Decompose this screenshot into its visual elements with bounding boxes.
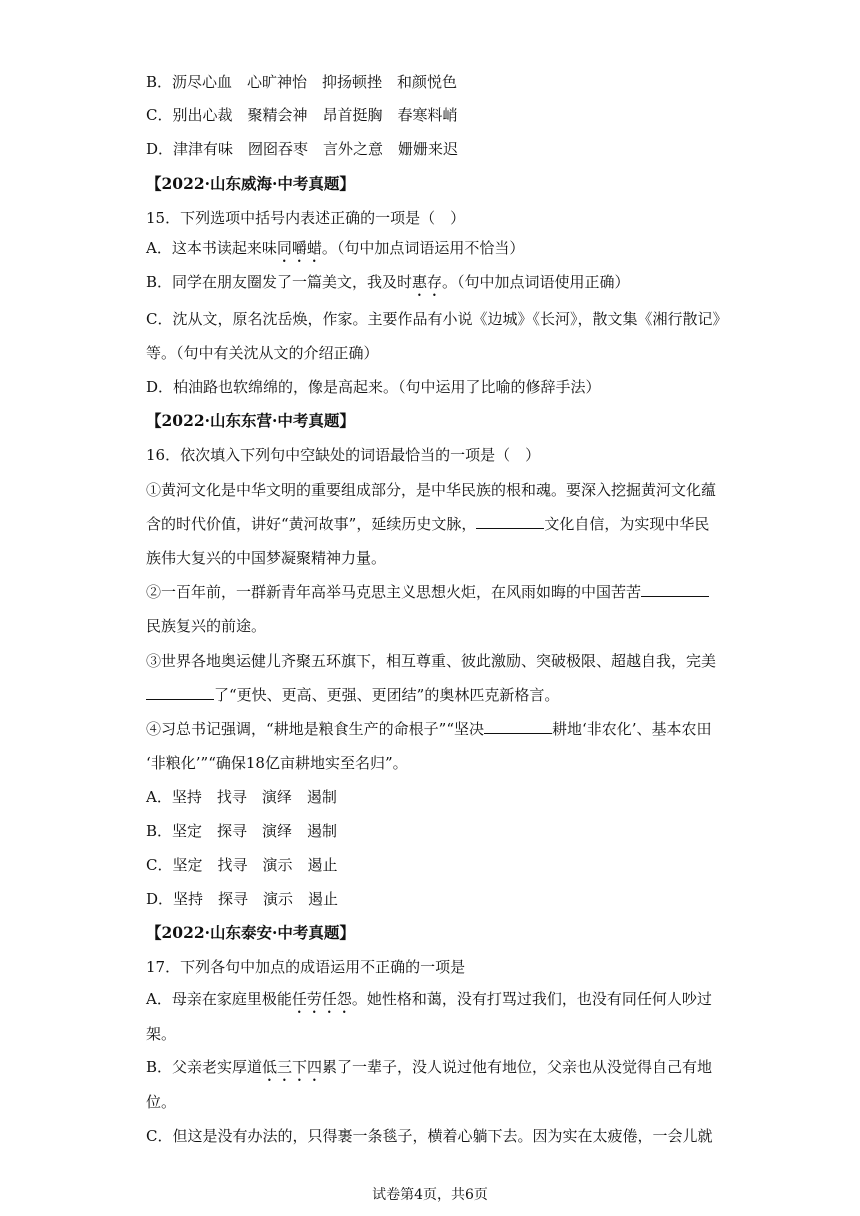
- q15-a-note: 。（句中加点词语运用不恰当）: [321, 239, 525, 257]
- q17-a-text: A．母亲在家庭里极能: [146, 990, 292, 1008]
- q15-b-text: B．同学在朋友圈发了一篇美文，我及时: [146, 273, 413, 291]
- blank-4: [484, 719, 552, 734]
- q16-passage-4-line1: [146, 719, 712, 739]
- q15-option-c-line1: C．沈从文，原名沈岳焕，作家。主要作品有小说《边城》《长河》，散文集《湘行散记》: [146, 310, 728, 328]
- q16-p1-text-after: 文化自信，为实现中华民: [544, 515, 710, 533]
- q17-option-a-line1: [146, 989, 712, 1017]
- q16-option-a: A．坚持 找寻 演绎 遏制: [146, 788, 337, 806]
- q15-a-text: A．这本书读起来味: [146, 239, 277, 257]
- question-16: 16．依次填入下列句中空缺处的词语最恰当的一项是（ ）: [146, 446, 541, 464]
- q17-b-text: B．父亲老实厚道: [146, 1058, 263, 1076]
- blank-3: [146, 685, 214, 700]
- q16-passage-3-line1: ③世界各地奥运健儿齐聚五环旗下，相互尊重、彼此激励、突破极限、超越自我，完美: [146, 652, 717, 670]
- prev-option-b: B．沥尽心血 心旷神怡 抑扬顿挫 和颜悦色: [146, 73, 458, 91]
- prev-option-d: D．津津有味 囫囵吞枣 言外之意 姗姗来迟: [146, 140, 459, 158]
- q17-a-dotted: 任劳任怨: [291, 990, 352, 1008]
- q16-p4-text-after: 耕地‘非农化’、基本农田: [552, 720, 712, 738]
- q15-b-dotted: 惠存: [412, 273, 443, 291]
- q17-option-c-line1: C．但这是没有办法的，只得裹一条毯子，横着心躺下去。因为实在太疲倦，一会儿就: [146, 1127, 713, 1145]
- q16-passage-1-line3: 族伟大复兴的中国梦凝聚精神力量。: [146, 549, 387, 567]
- prev-option-c: C．别出心裁 聚精会神 昂首挺胸 春寒料峭: [146, 106, 458, 124]
- q15-a-dotted: 同嚼蜡: [276, 239, 322, 257]
- q17-a-text-after: 。她性格和蔼，没有打骂过我们，也没有同任何人吵过: [351, 990, 712, 1008]
- blank-2: [641, 582, 709, 597]
- q16-passage-3-line2: [146, 685, 559, 705]
- q16-p3-text: 了“更快、更高、更强、更团结”的奥林匹克新格言。: [214, 686, 560, 704]
- q17-b-dotted: 低三下四: [262, 1058, 323, 1076]
- blank-1: [476, 514, 544, 529]
- q17-option-b-line1: [146, 1057, 712, 1085]
- section-header-dongying: 【2022·山东东营·中考真题】: [146, 411, 355, 430]
- q16-passage-2-line1: [146, 582, 709, 602]
- q17-option-b-line2: 位。: [146, 1093, 177, 1111]
- q16-option-d: D．坚持 探寻 演示 遏止: [146, 890, 339, 908]
- q16-passage-4-line2: ‘非粮化’”“确保18亿亩耕地实至名归”。: [146, 754, 408, 772]
- q16-passage-1-line1: ①黄河文化是中华文明的重要组成部分，是中华民族的根和魂。要深入挖掘黄河文化蕴: [146, 481, 717, 499]
- q15-b-note: 。（句中加点词语使用正确）: [442, 273, 630, 291]
- section-header-taian: 【2022·山东泰安·中考真题】: [146, 923, 355, 942]
- q17-b-text-after: 累了一辈子，没人说过他有地位，父亲也从没觉得自己有地: [322, 1058, 713, 1076]
- page-footer: 试卷第4页，共6页: [372, 1187, 488, 1203]
- q17-option-a-line2: 架。: [146, 1025, 177, 1043]
- q16-p2-text: ②一百年前，一群新青年高举马克思主义思想火炬，在风雨如晦的中国苦苦: [146, 583, 642, 601]
- q16-option-b: B．坚定 探寻 演绎 遏制: [146, 822, 338, 840]
- q16-p1-text: 含的时代价值，讲好“黄河故事”，延续历史文脉，: [146, 515, 477, 533]
- q15-option-a: [146, 238, 524, 266]
- q16-passage-1-line2: [146, 514, 709, 534]
- q16-p4-text: ④习总书记强调，“耕地是粮食生产的命根子”“坚决: [146, 720, 485, 738]
- q16-option-c: C．坚定 找寻 演示 遏止: [146, 856, 338, 874]
- q16-passage-2-line2: 民族复兴的前途。: [146, 617, 267, 635]
- section-header-weihai: 【2022·山东威海·中考真题】: [146, 174, 355, 193]
- q15-option-b: [146, 272, 630, 300]
- question-15: 15．下列选项中括号内表述正确的一项是（ ）: [146, 209, 466, 227]
- question-17: 17．下列各句中加点的成语运用不正确的一项是: [146, 958, 466, 976]
- q15-option-c-line2: 等。（句中有关沈从文的介绍正确）: [146, 344, 379, 362]
- q15-option-d: D．柏油路也软绵绵的，像是高起来。（句中运用了比喻的修辞手法）: [146, 378, 601, 396]
